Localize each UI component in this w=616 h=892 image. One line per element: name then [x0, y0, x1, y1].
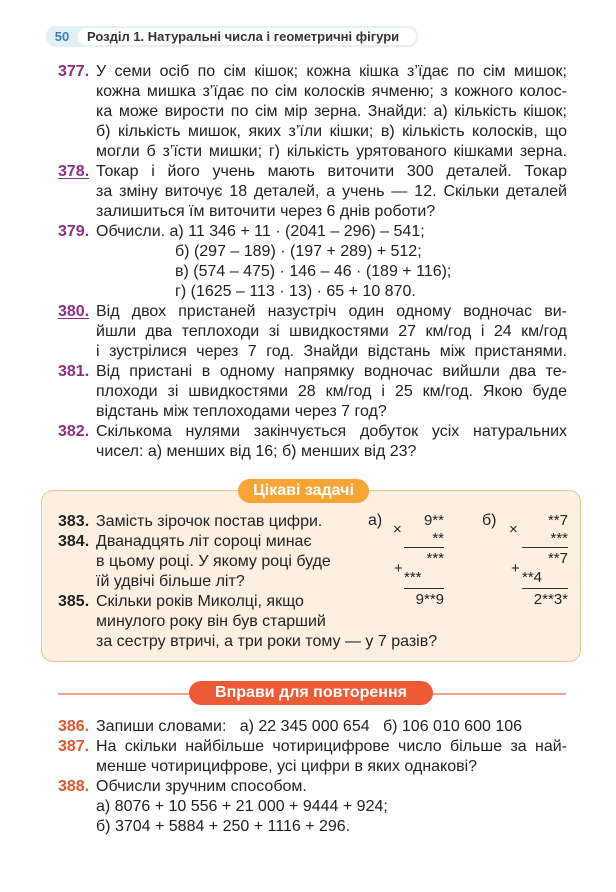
puzzle-b-partial-1: **7: [547, 550, 568, 567]
puzzle-a-partial-2: ***: [404, 569, 422, 586]
problem-number-385: 385.: [58, 593, 90, 610]
problem-378-line-1: Токар і його учень мають виточити 300 деталей. Токар: [96, 163, 567, 180]
page-number: 50: [54, 29, 70, 44]
problem-381-line-2: плоходи зі швидкостями 28 км/год і 25 км/год. Якою буде: [96, 383, 567, 400]
problem-377-line-5: могли б з’їсти мишки; г) кількість урятованого кішками зерна.: [96, 143, 567, 160]
puzzle-a-result: 9**9: [415, 591, 444, 608]
problem-388-line-2: а) 8076 + 10 556 + 21 000 + 9444 + 924;: [96, 798, 388, 815]
problem-379-line-4: г) (1625 – 113 · 13) · 65 + 10 870.: [175, 283, 416, 300]
problem-383-line-1: Замість зірочок постав цифри.: [96, 513, 323, 530]
problem-number-382: 382.: [58, 423, 90, 440]
problem-number-378: 378.: [58, 163, 90, 180]
puzzle-b-times-sign: ×: [509, 521, 518, 538]
problem-number-377: 377.: [58, 63, 90, 80]
problem-379-line-3: в) (574 – 475) · 146 – 46 · (189 + 116);: [175, 263, 452, 280]
problem-388-line-1: Обчисли зручним способом.: [96, 778, 307, 795]
puzzle-a-label: а): [368, 512, 383, 529]
puzzle-b-multiplicand: **7: [547, 512, 568, 529]
puzzle-b-partial-2: **4: [522, 569, 543, 586]
puzzle-a-multiplicand: 9**: [423, 512, 444, 529]
problem-382-line-2: чисел: а) менших від 16; б) менших від 23?: [96, 443, 417, 460]
puzzle-b-line-2: [522, 588, 568, 589]
problem-number-383: 383.: [58, 513, 90, 530]
puzzle-a-multiplier: **: [432, 530, 444, 547]
problem-378-line-2: за зміну виточує 18 деталей, а учень — 12. Скільки деталей: [96, 183, 567, 200]
puzzle-a-plus-sign: +: [394, 560, 403, 577]
problem-377-line-3: ка може вирости по сім мір зерна. Знайди: а) кількість кішок;: [96, 103, 567, 120]
problem-number-386: 386.: [58, 718, 90, 735]
review-section-title: Вправи для повторення: [189, 681, 433, 705]
problem-387-line-2: менше чотирицифрове, усі цифри в яких однакові?: [96, 758, 478, 775]
problem-number-387: 387.: [58, 738, 90, 755]
puzzle-a-line-1: [404, 547, 444, 548]
problem-377-line-1: У семи осіб по сім кішок; кожна кішка з’їдає по сім мишок;: [96, 63, 567, 80]
problem-380-line-2: йшли два теплоходи зі швидкостями 27 км/год і 24 км/год: [96, 323, 567, 340]
problem-number-384: 384.: [58, 533, 90, 550]
problem-381-line-1: Від пристані в одному напрямку водночас вийшли два те-: [96, 363, 567, 380]
problem-381-line-3: відстань між теплоходами через 7 год?: [96, 403, 387, 420]
problem-number-388: 388.: [58, 778, 90, 795]
puzzle-b-multiplier: ***: [550, 530, 568, 547]
problem-385-line-2: минулого року він був старший: [96, 613, 326, 630]
problem-number-379: 379.: [58, 223, 90, 240]
puzzle-a-line-2: [404, 588, 444, 589]
problem-384-line-2: в цьому році. У якому році буде: [96, 553, 331, 570]
puzzle-b-label: б): [482, 512, 497, 529]
problem-377-line-2: кожна мишка з’їдає по сім колосків ячменю; з кожного колос-: [96, 83, 567, 100]
problem-384-line-1: Дванадцять літ сороці минає: [96, 533, 312, 550]
problem-387-line-1: На скільки найбільше чотирицифрове число більше за най-: [96, 738, 567, 755]
problem-380-line-1: Від двох пристаней назустріч один одному водночас ви-: [96, 303, 567, 320]
problem-379-line-1: Обчисли. а) 11 346 + 11 · (2041 – 296) – 541;: [96, 223, 425, 240]
puzzle-a-times-sign: ×: [393, 521, 402, 538]
problem-385-line-3: за сестру втричі, а три роки тому — у 7 разів?: [96, 633, 438, 650]
page-header: [46, 26, 418, 47]
puzzle-b-line-1: [522, 547, 568, 548]
problem-377-line-4: б) кількість мишок, яких з’їли кішки; в) кількість колосків, що: [96, 123, 567, 140]
chapter-title: Розділ 1. Натуральні числа і геометричні фігури: [78, 28, 416, 45]
puzzle-a-partial-1: ***: [426, 550, 444, 567]
problem-388-line-3: б) 3704 + 5884 + 250 + 1116 + 296.: [96, 818, 351, 835]
problem-386-line-1: Запиши словами: а) 22 345 000 654 б) 106 010 600 106: [96, 718, 523, 735]
puzzle-b-plus-sign: +: [511, 560, 520, 577]
interesting-problems-title: Цікаві задачі: [238, 479, 369, 503]
problem-385-line-1: Скільки років Миколці, якщо: [96, 593, 304, 610]
problem-379-line-2: б) (297 – 189) · (197 + 289) + 512;: [175, 243, 422, 260]
problem-number-380: 380.: [58, 303, 90, 320]
problem-382-line-1: Скількома нулями закінчується добуток усіх натуральних: [96, 423, 567, 440]
problem-380-line-3: і зустрілися через 7 год. Знайди відстань між пристанями.: [96, 343, 567, 360]
problem-378-line-3: залишиться їм виточити через 6 днів роботи?: [96, 203, 436, 220]
problem-384-line-3: їй удвічі більше літ?: [96, 573, 245, 590]
problem-number-381: 381.: [58, 363, 90, 380]
puzzle-b-result: 2**3*: [533, 591, 568, 608]
